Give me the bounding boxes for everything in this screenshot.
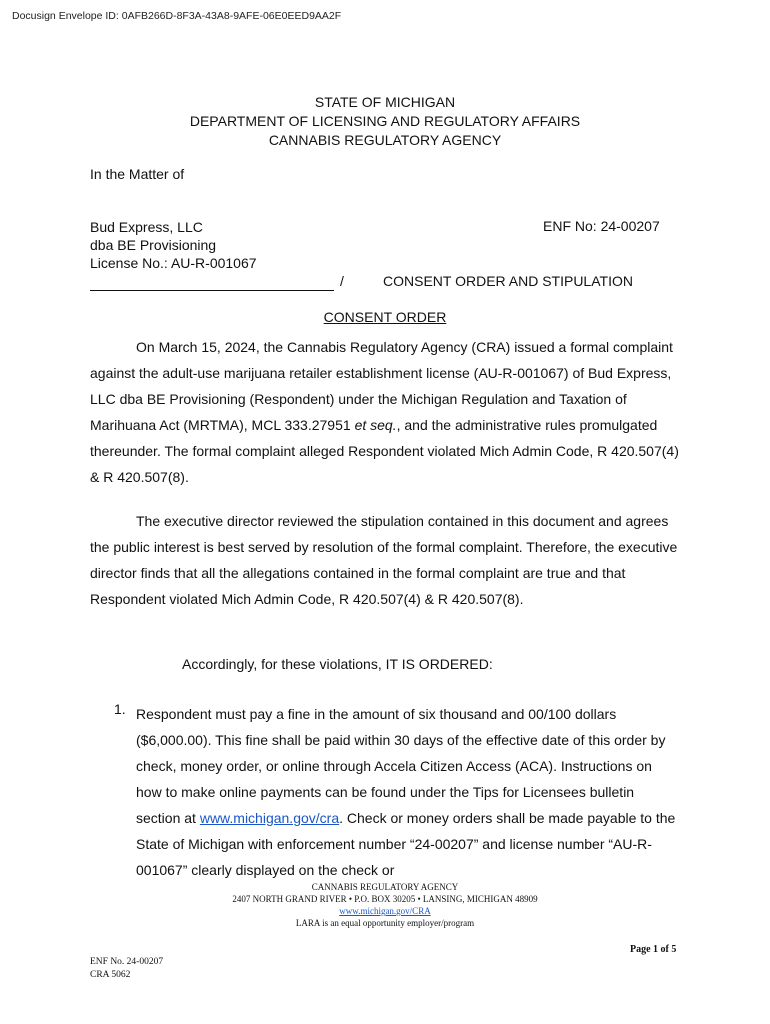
document-header [0, 93, 770, 150]
matter-label: In the Matter of [90, 166, 185, 182]
caption-rule [90, 290, 334, 291]
paragraph-complaint-pre: On March 15, 2024, the Cannabis Regulatory Agency (CRA) issued a formal complaint against the adult-use marijuana retailer establishment license (AU-R-001067) of Bud Express, LLC dba BE Provisioning (Respondent) under the Michigan Regulation and Taxation of Marihuana Act (MRTMA), MCL 333.27951 [90, 339, 673, 433]
case-caption [90, 218, 257, 272]
form-enf: ENF No. 24-00207 [90, 957, 164, 967]
agency-line: CANNABIS REGULATORY AGENCY [268, 132, 502, 148]
paragraph-findings: The executive director reviewed the stipulation contained in this document and agrees the public interest is best served by resolution of the formal complaint. Therefore, the executive director finds that all the allegations contained in the formal complaint are true and that Respondent violated Mich Admin Code, R 420.507(4) & R 420.507(8). [90, 513, 678, 607]
order-item-number: 1. [114, 701, 126, 717]
footer-url-link[interactable]: www.michigan.gov/CRA [339, 906, 431, 916]
paragraph-complaint-post: , and the administrative rules promulgated thereunder. The formal complaint alleged Respondent violated Mich Admin Code, R 420.507(4) & R 420.507(8). [90, 417, 679, 485]
state-line: STATE OF MICHIGAN [314, 94, 456, 110]
order-item-post: . Check or money orders shall be made payable to the State of Michigan with enforcement number “24-00207” and license number “AU-R-001067” clearly displayed on the check or [136, 810, 676, 878]
enf-number: ENF No: 24-00207 [543, 218, 660, 234]
cra-website-link[interactable]: www.michigan.gov/cra [199, 810, 340, 826]
license-number: License No.: AU-R-001067 [90, 255, 257, 271]
envelope-id: Docusign Envelope ID: 0AFB266D-8F3A-43A8-9AFE-06E0EED9AA2F [12, 10, 342, 22]
section-title: CONSENT ORDER [323, 309, 447, 325]
department-line: DEPARTMENT OF LICENSING AND REGULATORY AFFAIRS [189, 113, 581, 129]
respondent-name: Bud Express, LLC [90, 219, 203, 235]
et-seq-italic: et seq. [354, 417, 397, 433]
order-item-text [136, 701, 676, 883]
caption-slash: / [340, 273, 344, 289]
form-cra: CRA 5062 [90, 970, 131, 980]
paragraph-complaint [90, 334, 680, 490]
footer-eeo: LARA is an equal opportunity employer/program [295, 918, 475, 928]
page-number: Page 1 of 5 [630, 944, 677, 955]
agency-footer [0, 881, 770, 929]
footer-agency: CANNABIS REGULATORY AGENCY [311, 882, 459, 892]
form-identifier [90, 956, 163, 982]
ordered-statement: Accordingly, for these violations, IT IS ORDERED: [182, 656, 493, 672]
order-item-pre: Respondent must pay a fine in the amount of six thousand and 00/100 dollars ($6,000.00). This fine shall be paid within 30 days of the effective date of this order by check, money order, or online through Accela Citizen Access (ACA). Instructions on how to make online payments can be found under the Tips for Licensees bulletin section at [136, 706, 666, 826]
document-type: CONSENT ORDER AND STIPULATION [383, 273, 633, 289]
respondent-dba: dba BE Provisioning [90, 237, 217, 253]
footer-address: 2407 NORTH GRAND RIVER • P.O. BOX 30205 • LANSING, MICHIGAN 48909 [232, 894, 538, 904]
